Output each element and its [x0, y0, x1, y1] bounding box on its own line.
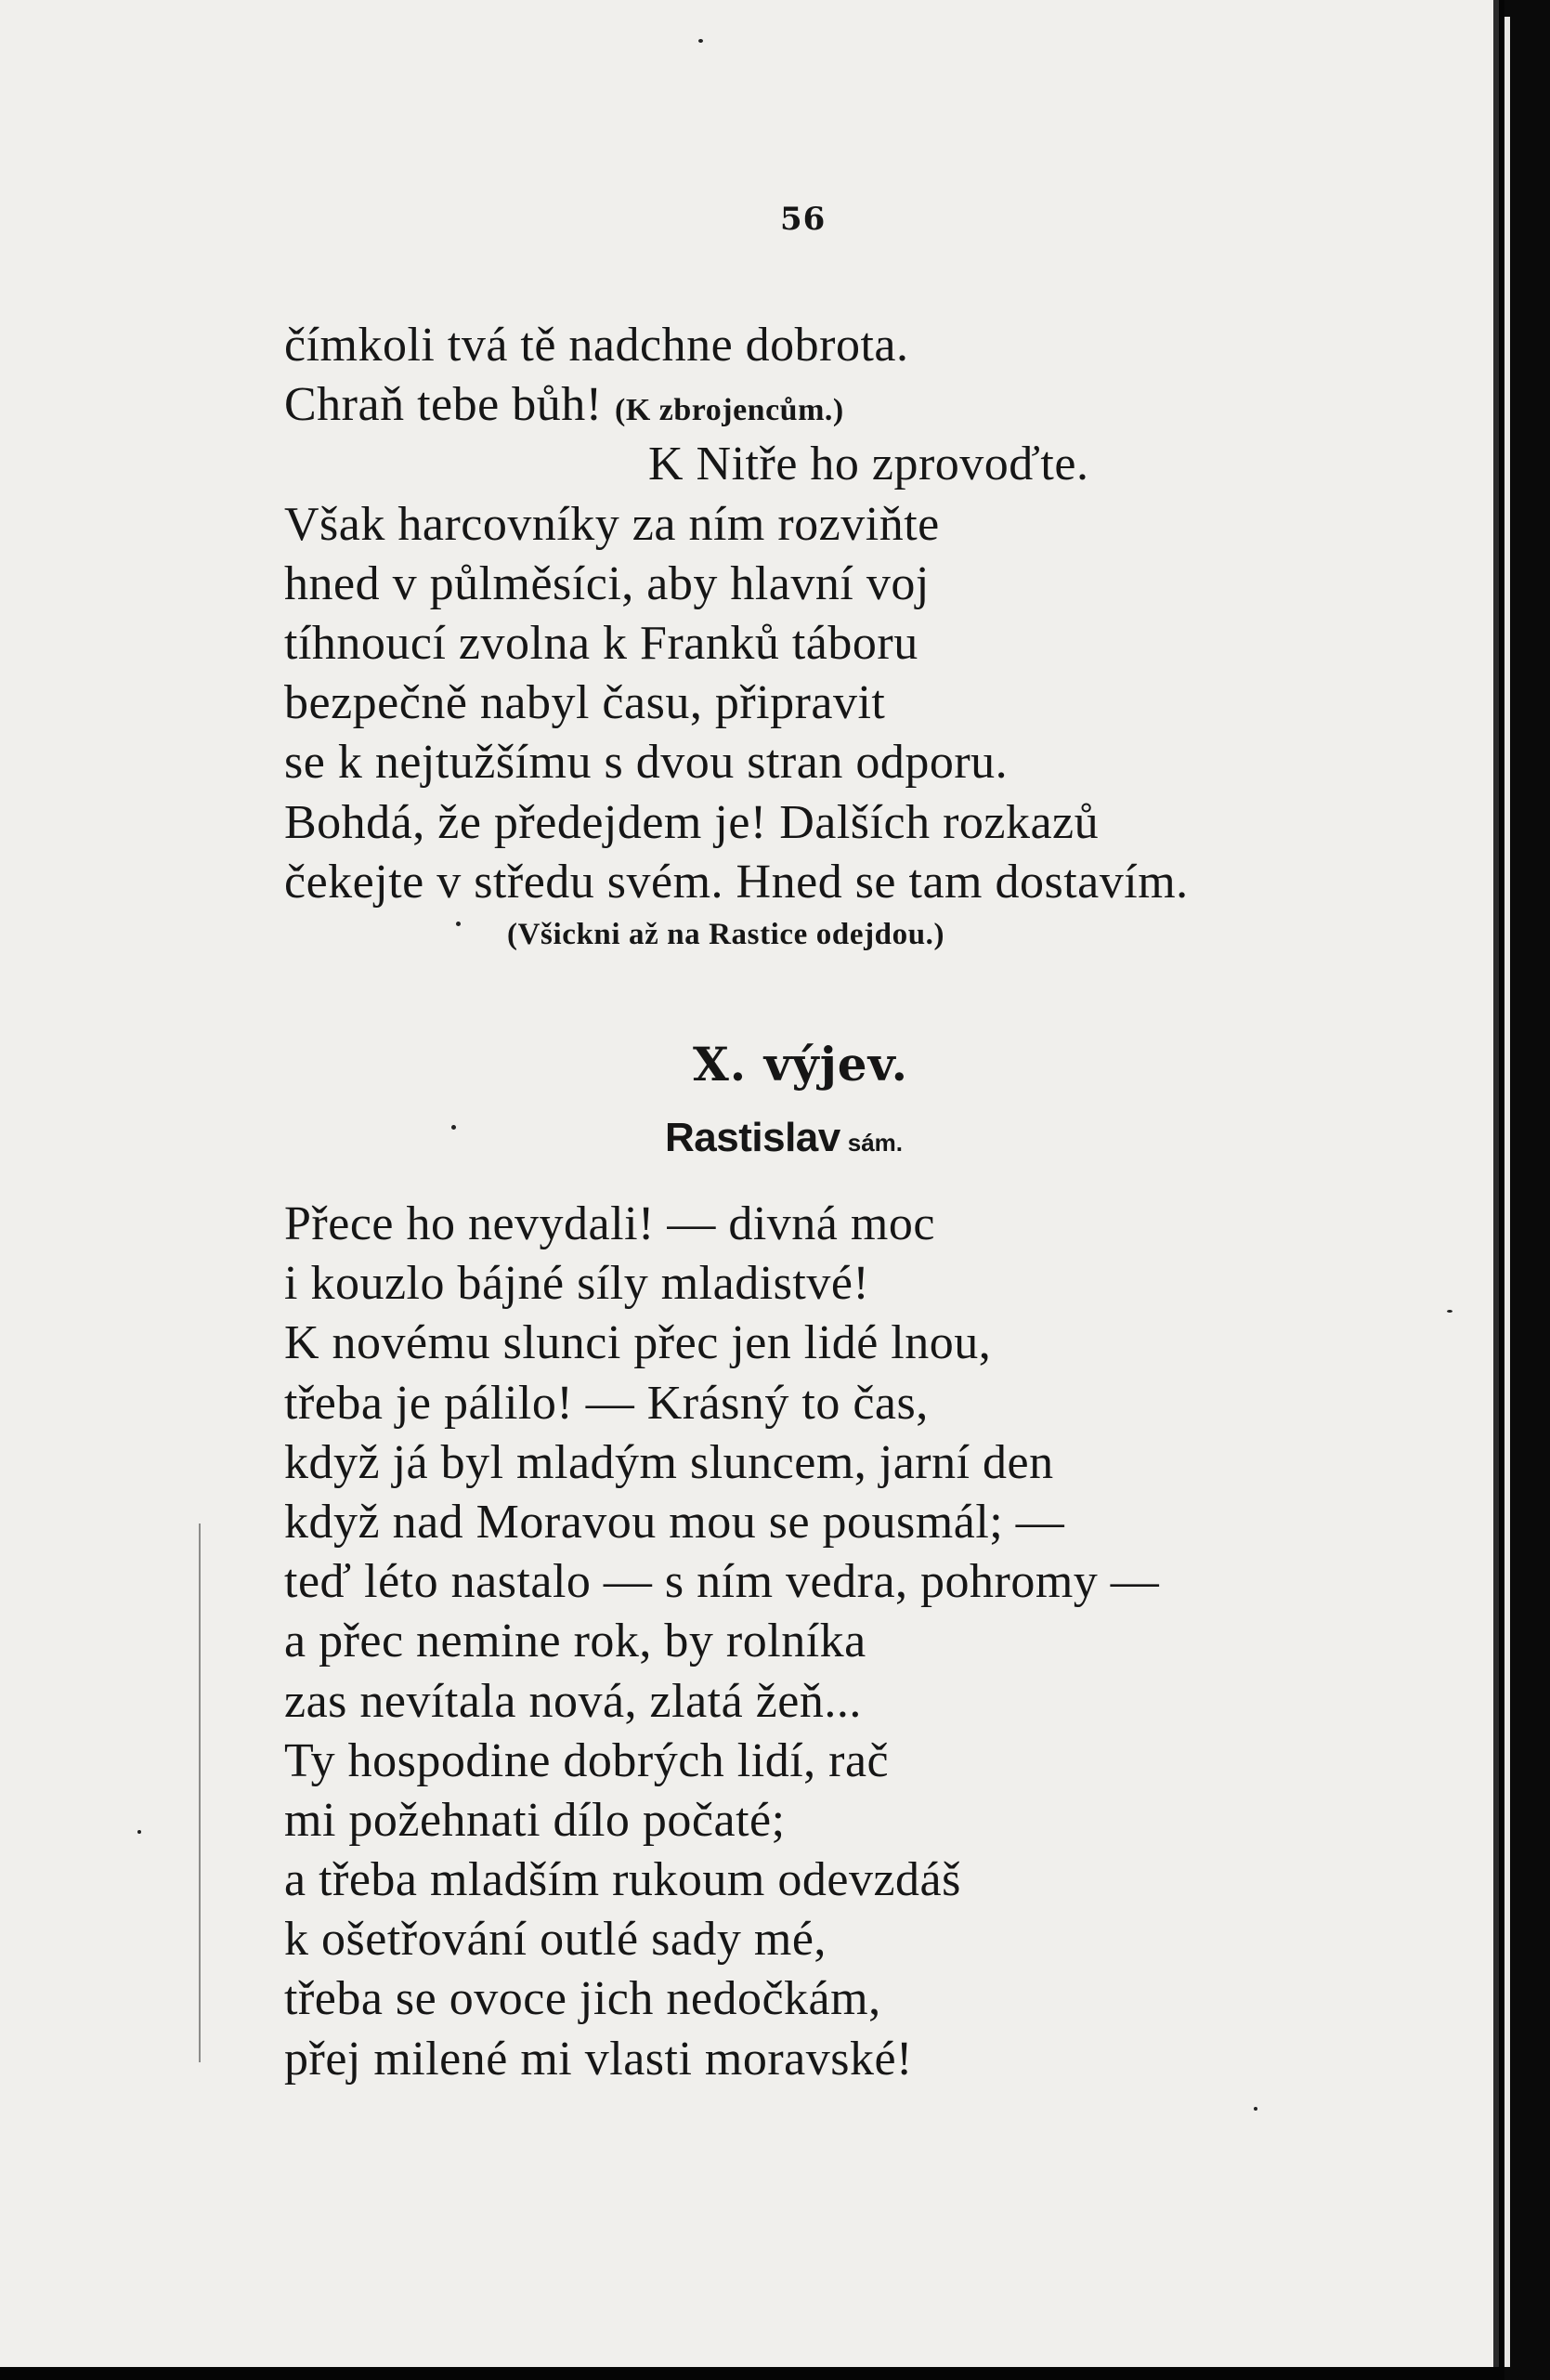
- scan-speck: [137, 1830, 141, 1834]
- page-number: 56: [780, 201, 827, 238]
- verse-line: a třeba mladším rukoum odevzdáš: [284, 1853, 961, 1907]
- verse-block-2: [284, 1195, 1159, 2089]
- verse-line: zas nevítala nová, zlatá žeň...: [284, 1674, 862, 1728]
- verse-line: čekejte v středu svém. Hned se tam dostavím.: [284, 855, 1189, 909]
- verse-line: K novému slunci přec jen lidé lnou,: [284, 1316, 992, 1370]
- verse-line: hned v půlměsíci, aby hlavní voj: [284, 556, 930, 610]
- verse-line: přej milené mi vlasti moravské!: [284, 2032, 913, 2086]
- scan-speck: [1254, 2107, 1257, 2111]
- verse-line: čímkoli tvá tě nadchne dobrota.: [284, 319, 909, 372]
- verse-line: k ošetřování outlé sady mé,: [284, 1913, 827, 1967]
- verse-line: K Nitře ho zprovoďte.: [648, 438, 1089, 491]
- speaker-name: Rastislav: [665, 1115, 840, 1160]
- scan-edge: [1504, 0, 1550, 2380]
- verse-line: Ty hospodine dobrých lidí, rač: [284, 1733, 890, 1787]
- verse-line-with-direction: [284, 375, 1189, 435]
- verse-line: bezpečně nabyl času, připravit: [284, 676, 886, 730]
- verse-line: třeba se ovoce jich nedočkám,: [284, 1972, 881, 2026]
- adjacent-page-edge: [1504, 17, 1510, 2367]
- verse-line: Přece ho nevydali! — divná moc: [284, 1197, 935, 1250]
- scan-speck: [1447, 1310, 1452, 1313]
- stage-direction: (Všickni až na Rastice odejdou.): [507, 918, 945, 951]
- verse-line-text: Chraň tebe bůh!: [284, 378, 603, 432]
- verse-line: když nad Moravou mou se pousmál; —: [284, 1495, 1065, 1549]
- scan-speck: [451, 1125, 456, 1130]
- verse-line: mi požehnati dílo počaté;: [284, 1793, 786, 1847]
- scan-speck: [698, 39, 703, 43]
- verse-line: Však harcovníky za ním rozviňte: [284, 497, 940, 551]
- speaker-heading: [665, 1115, 903, 1161]
- verse-line: teď léto nastalo — s ním vedra, pohromy —: [284, 1555, 1160, 1609]
- speaker-note: sám.: [847, 1129, 903, 1157]
- scene-title: X. výjev.: [693, 1037, 909, 1092]
- verse-line: Bohdá, že předejdem je! Dalších rozkazů: [284, 795, 1100, 849]
- verse-line: i kouzlo bájné síly mladistvé!: [284, 1257, 870, 1311]
- verse-line: třeba je pálilo! — Krásný to čas,: [284, 1376, 929, 1430]
- verse-line: tíhnoucí zvolna k Franků táboru: [284, 616, 918, 670]
- inline-stage-direction: (K zbrojencům.): [615, 393, 844, 428]
- verse-line: a přec nemine rok, by rolníka: [284, 1615, 866, 1668]
- verse-line: se k nejtužšímu s dvou stran odporu.: [284, 736, 1009, 790]
- verse-block-1: [284, 316, 1189, 912]
- scan-speck: [456, 922, 461, 926]
- verse-line: když já byl mladým sluncem, jarní den: [284, 1435, 1054, 1489]
- pencil-margin-mark: [199, 1523, 201, 2062]
